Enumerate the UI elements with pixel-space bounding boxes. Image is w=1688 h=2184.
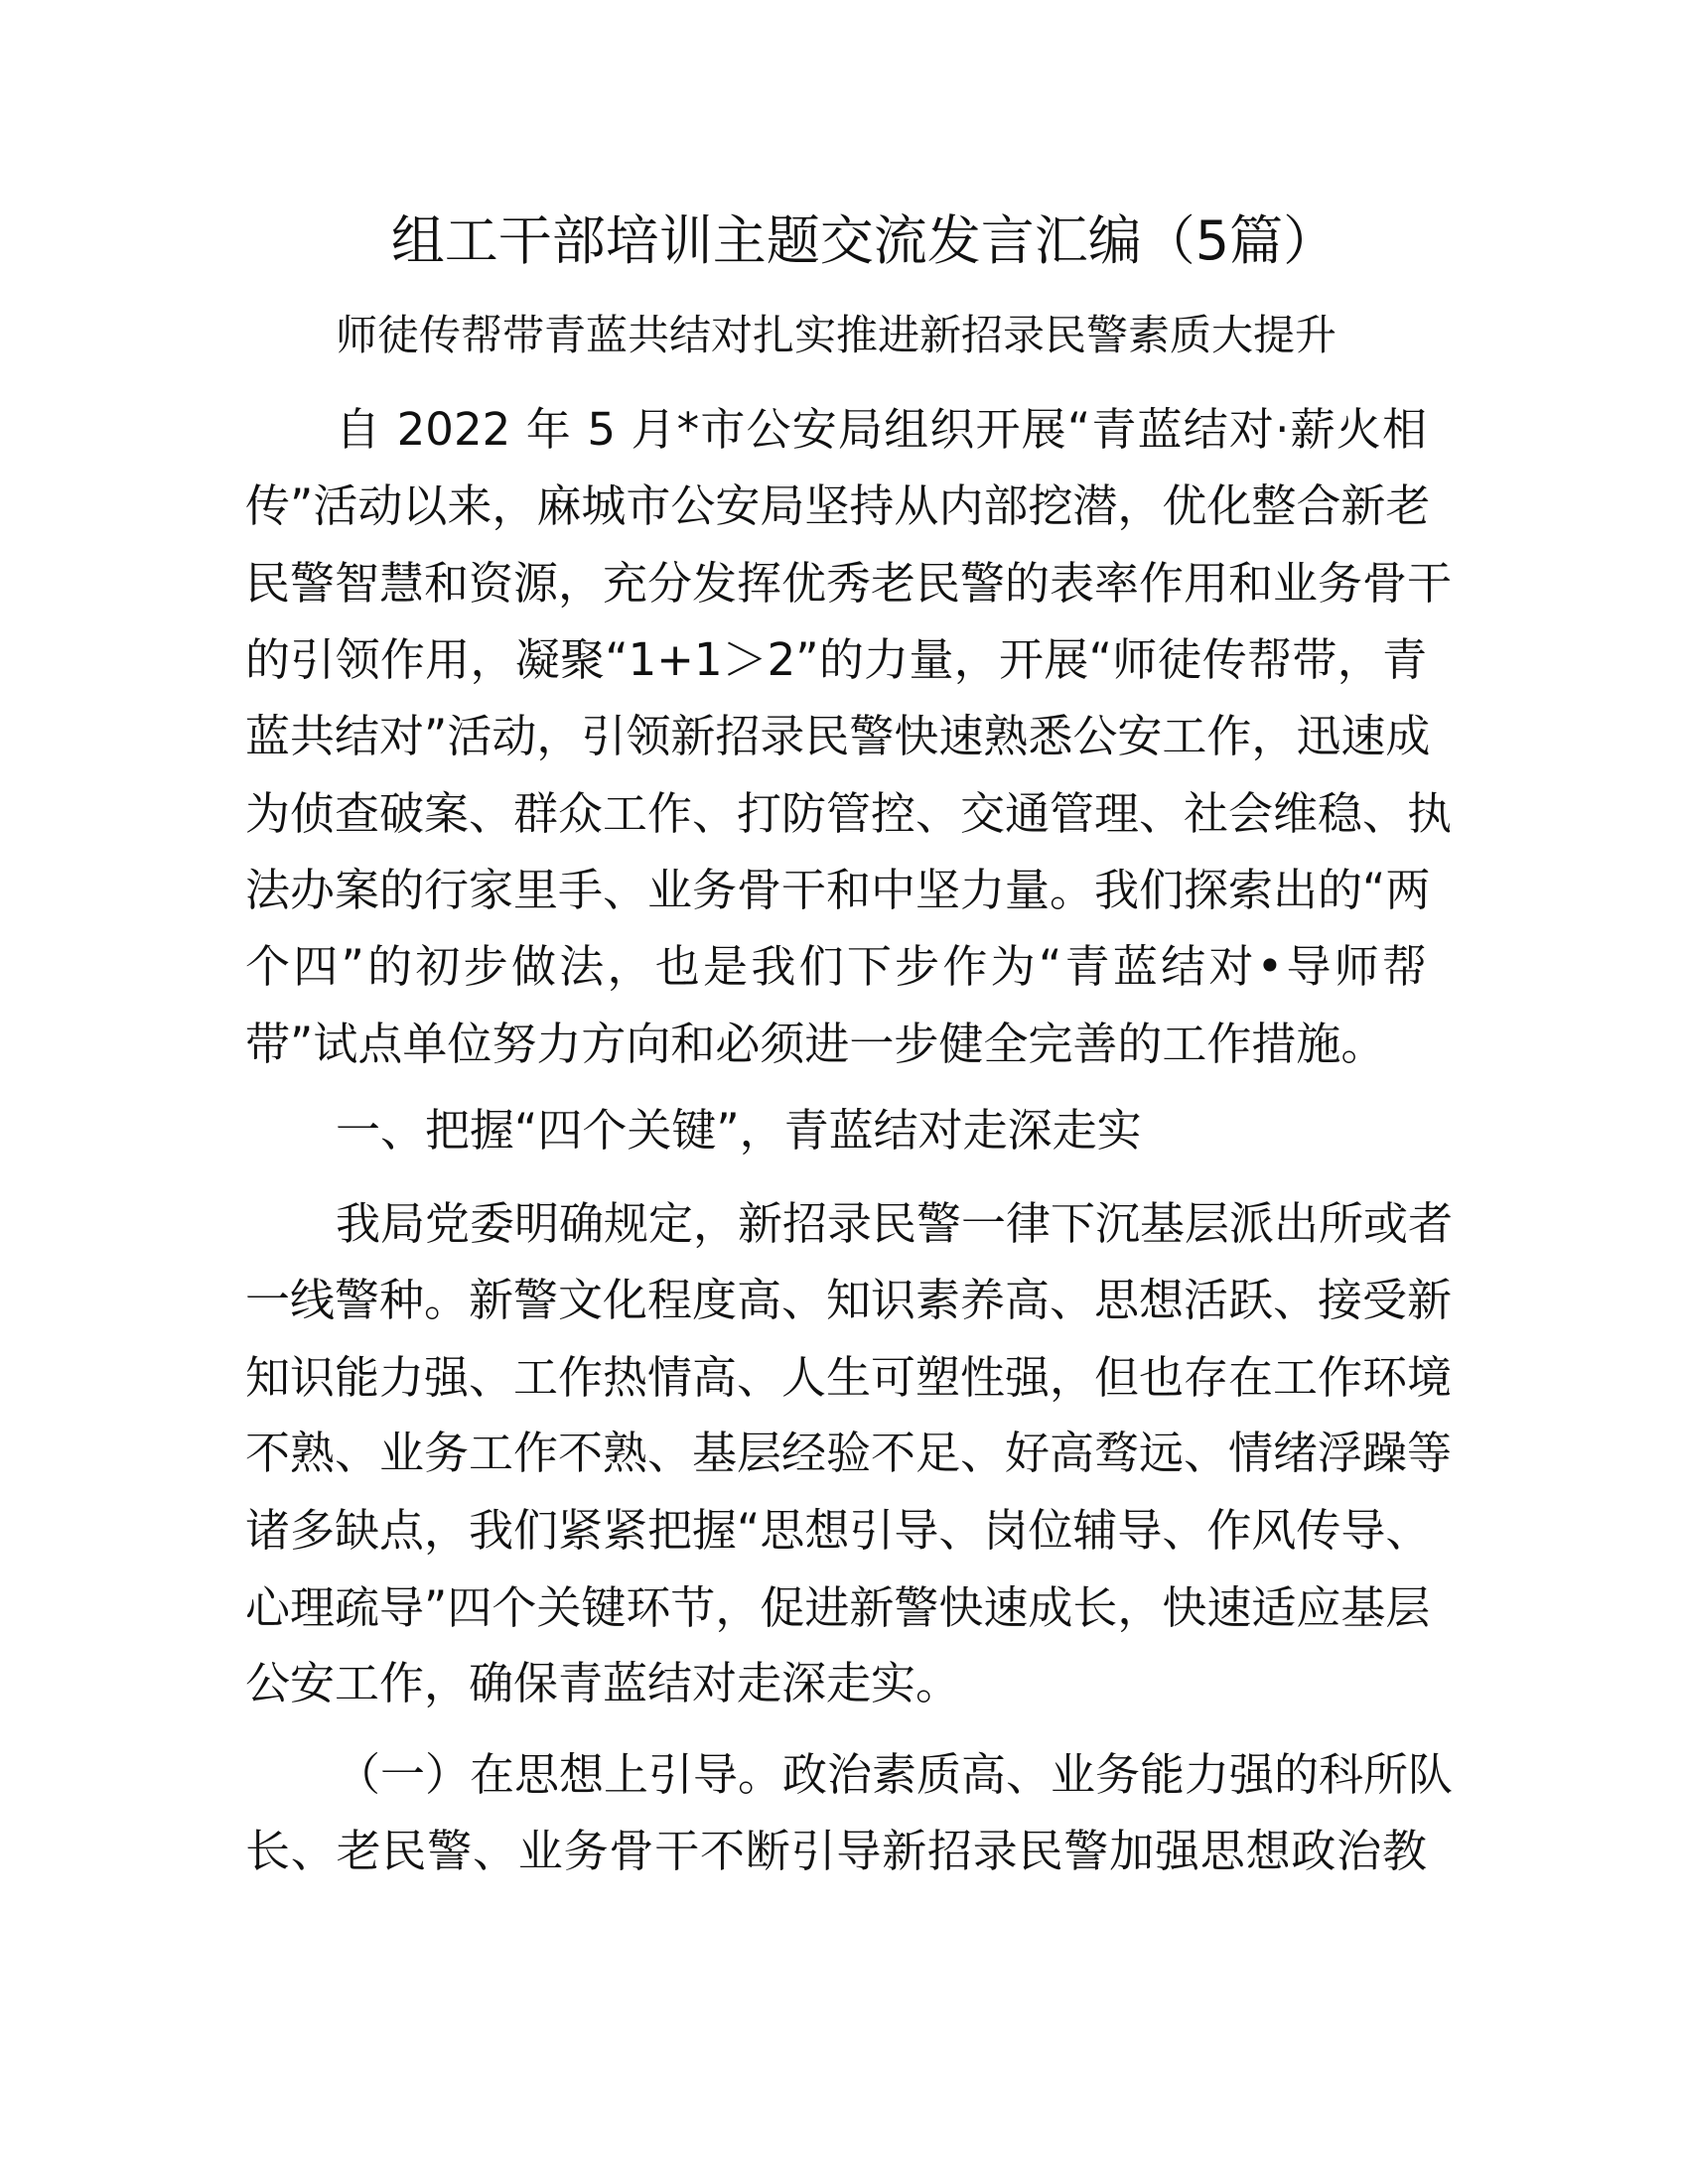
text-line: 心理疏导”四个关键环节，促进新警快速成长，快速适应基层 [245,1581,1431,1634]
text-line: 一线警种。新警文化程度高、知识素养高、思想活跃、接受新 [245,1274,1453,1326]
section-heading: 一、把握“四个关键”，青蓝结对走深走实 [336,1104,1142,1157]
text-line: （一）在思想上引导。政治素质高、业务能力强的科所队 [336,1748,1454,1801]
text-line: 的引领作用，凝聚“1+1＞2”的力量，开展“师徒传帮带，青 [245,633,1427,686]
document-subtitle: 师徒传帮带青蓝共结对扎实推进新招录民警素质大提升 [336,311,1337,359]
text-line: 个四”的初步做法，也是我们下步作为“青蓝结对•导师帮 [245,940,1427,993]
text-line: 带”试点单位努力方向和必须进一步健全完善的工作措施。 [245,1018,1386,1070]
text-line: 公安工作，确保青蓝结对走深走实。 [245,1657,961,1709]
text-line: 民警智慧和资源，充分发挥优秀老民警的表率作用和业务骨干 [245,557,1453,610]
text-line: 自 2022 年 5 月*市公安局组织开展“青蓝结对·薪火相 [336,403,1427,456]
text-line: 法办案的行家里手、业务骨干和中坚力量。我们探索出的“两 [245,864,1431,916]
text-line: 知识能力强、工作热情高、人生可塑性强，但也存在工作环境 [245,1351,1453,1404]
text-line: 蓝共结对”活动，引领新招录民警快速熟悉公安工作，迅速成 [245,710,1431,762]
text-line: 诸多缺点，我们紧紧把握“思想引导、岗位辅导、作风传导、 [245,1504,1431,1557]
text-line: 不熟、业务工作不熟、基层经验不足、好高骛远、情绪浮躁等 [245,1427,1453,1479]
text-line: 我局党委明确规定，新招录民警一律下沉基层派出所或者 [336,1197,1454,1250]
text-line: 为侦查破案、群众工作、打防管控、交通管理、社会维稳、执 [245,787,1453,840]
text-line: 传”活动以来，麻城市公安局坚持从内部挖潜，优化整合新老 [245,479,1431,532]
document-title: 组工干部培训主题交流发言汇编（5篇） [390,209,1337,272]
text-line: 长、老民警、业务骨干不断引导新招录民警加强思想政治教 [245,1825,1427,1877]
